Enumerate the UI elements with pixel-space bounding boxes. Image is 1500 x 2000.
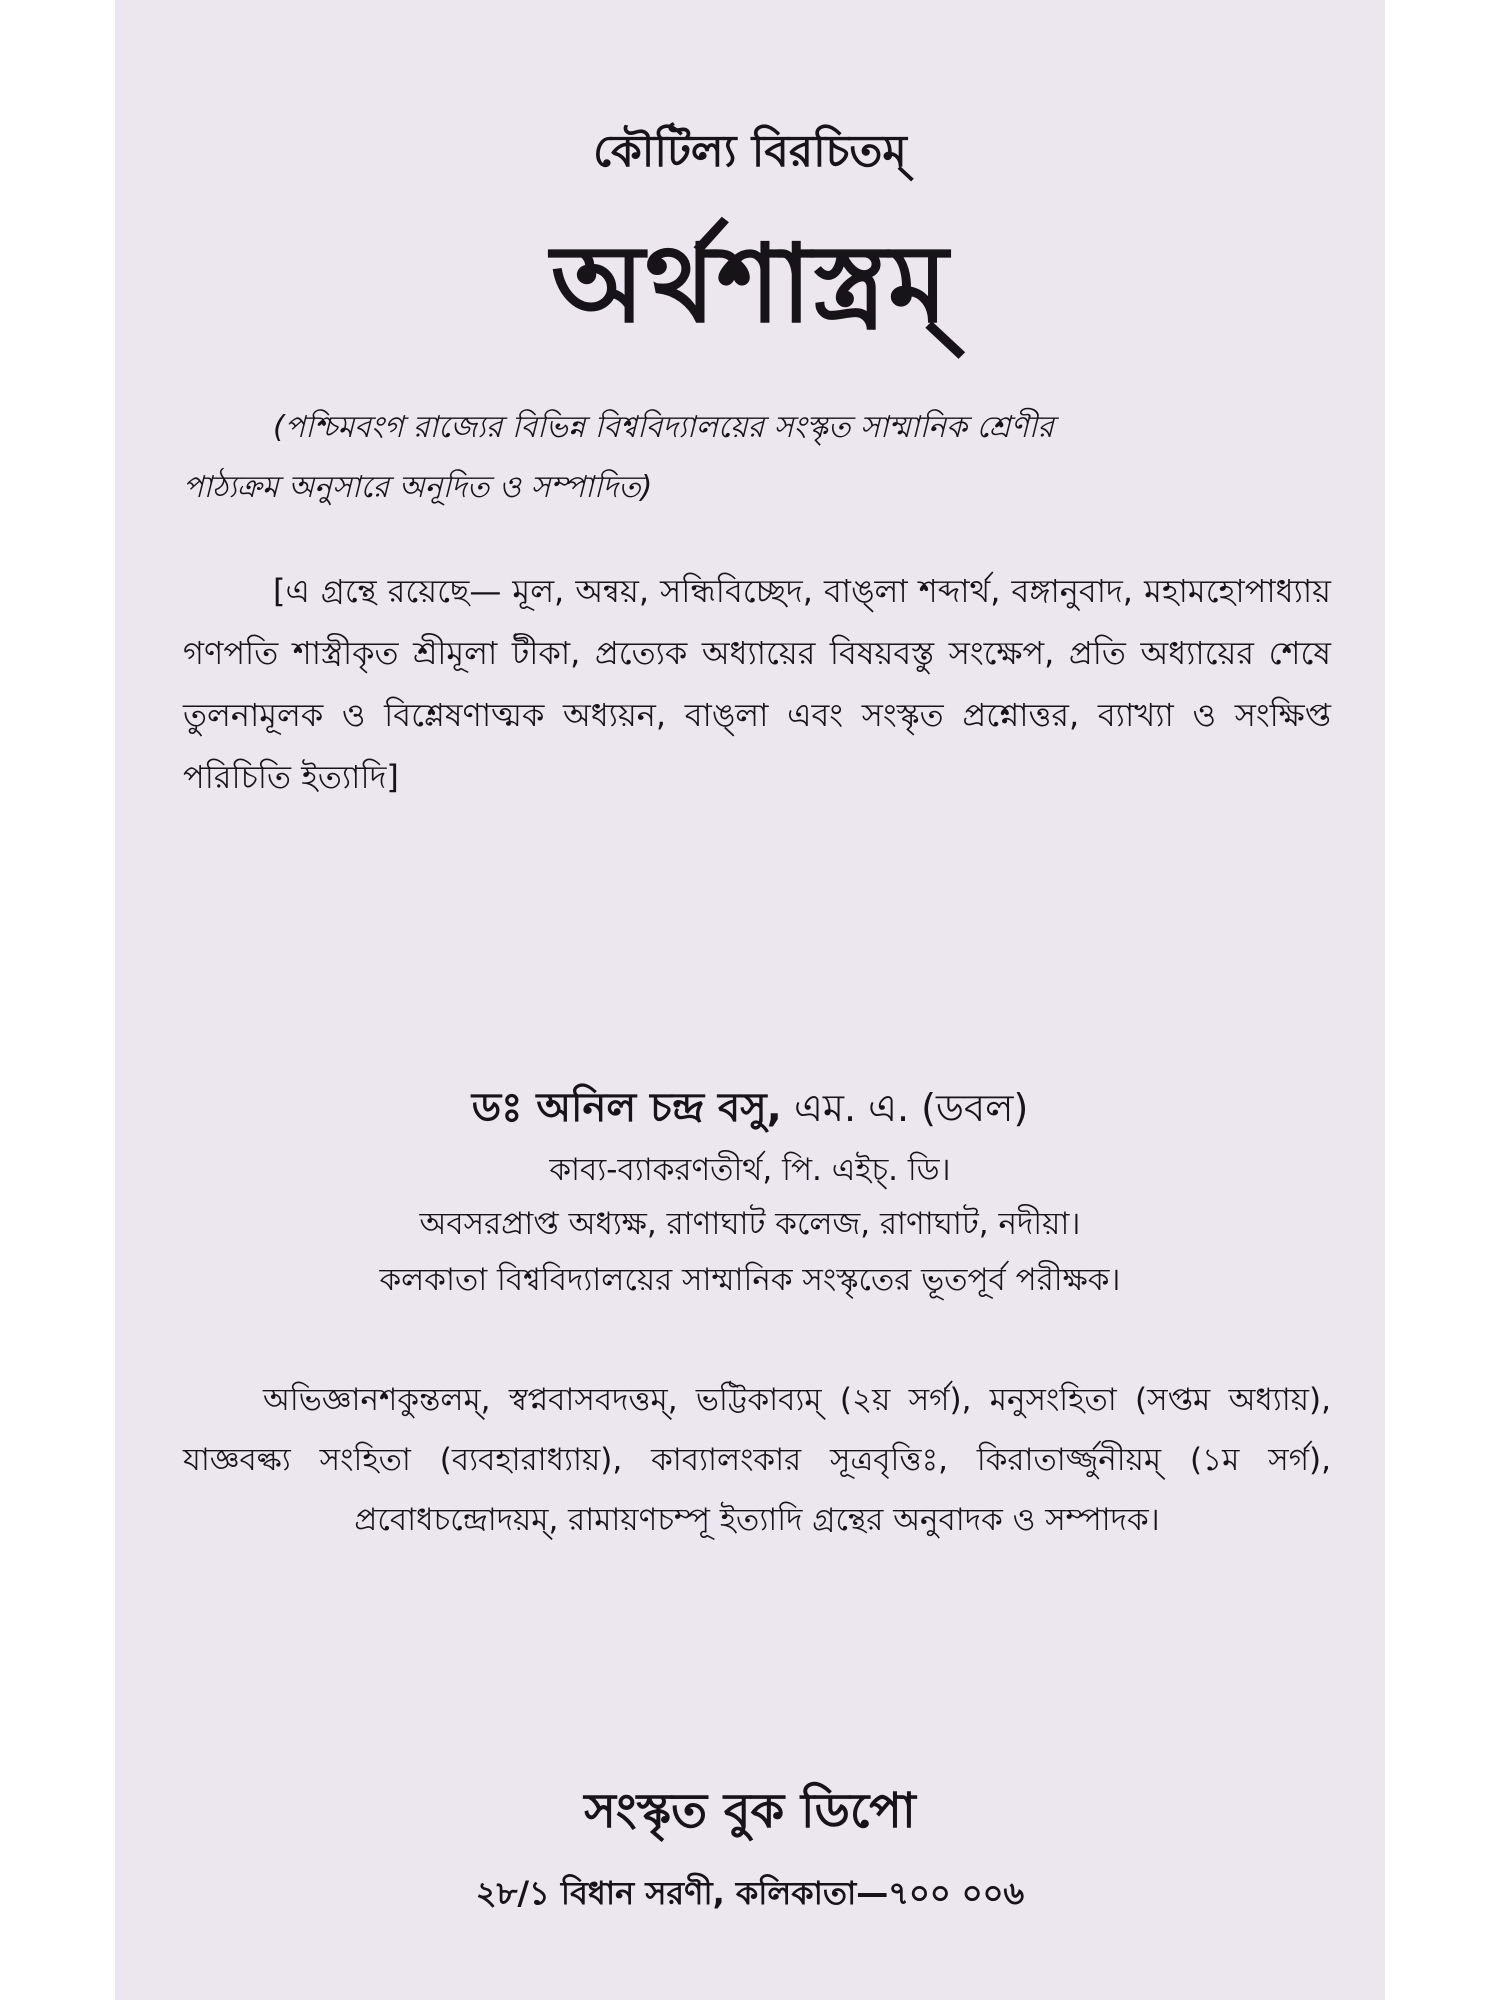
book-title-page — [115, 0, 1385, 2000]
editor-qualification: কাব্য-ব্যাকরণতীর্থ, পি. এইচ্. ডি। — [549, 1152, 951, 1188]
subtitle-line-1: (পশ্চিমবংগ রাজ্যের বিভিন্ন বিশ্ববিদ্যালয়ের সংস্কৃত সাম্মানিক শ্রেণীর — [273, 410, 1054, 445]
editor-examiner: কলকাতা বিশ্ববিদ্যালয়ের সাম্মানিক সংস্কৃতের ভূতপূর্ব পরীক্ষক। — [379, 1262, 1121, 1298]
book-title: অর্থশাস্ত্রম্ — [551, 222, 949, 347]
editor-position: অবসরপ্রাপ্ত অধ্যক্ষ, রাণাঘাট কলেজ, রাণাঘাট, নদীয়া। — [419, 1206, 1081, 1242]
editor-works: অভিজ্ঞানশকুন্তলম্, স্বপ্নবাসবদত্তম্, ভট্টিকাব্যম্ (২য় সর্গ), মনুসংহিতা (সপ্তম অধ্যায়), যাজ্ঞবল্ক্য সংহিতা (ব্যবহারাধ্যায়), কাব্যালংকার সূত্রবৃত্তিঃ, কিরাতার্জ্জুনীয়ম্ (১ম সর্গ), প্রবোধচন্দ্রোদয়ম্, রামায়ণচম্পূ ইত্যাদি গ্রন্থের অনুবাদক ও সম্পাদক। — [183, 1382, 1331, 1538]
publisher-address: ২৮/১ বিধান সরণী, কলিকাতা—৭০০ ০০৬ — [475, 1874, 1025, 1912]
subtitle — [183, 398, 1331, 518]
publisher-name: সংস্কৃত বুক ডিপো — [584, 1783, 916, 1839]
author-line: কৌটিল্য বিরচিতম্ — [593, 126, 907, 177]
editor-name-line — [115, 1080, 1385, 1136]
editor-name: ডঃ অনিল চন্দ্র বসু, — [471, 1085, 782, 1131]
subtitle-line-2: পাঠ্যক্রম অনুসারে অনূদিত ও সম্পাদিত) — [183, 470, 653, 505]
contents-description: [এ গ্রন্থে রয়েছে— মূল, অন্বয়, সন্ধিবিচ্ছেদ, বাঙ্‌লা শব্দার্থ, বঙ্গানুবাদ, মহামহোপাধ্যায় গণপতি শাস্ত্রীকৃত শ্রীমূলা টীকা, প্রত্যেক অধ্যায়ের বিষয়বস্তু সংক্ষেপ, প্রতি অধ্যায়ের শেষে তুলনামূলক ও বিশ্লেষণাত্মক অধ্যয়ন, বাঙ্‌লা এবং সংস্কৃত প্রশ্নোত্তর, ব্যাখ্যা ও সংক্ষিপ্ত পরিচিতি ইত্যাদি] — [183, 572, 1331, 796]
editor-degree: এম. এ. (ডবল) — [793, 1086, 1029, 1130]
